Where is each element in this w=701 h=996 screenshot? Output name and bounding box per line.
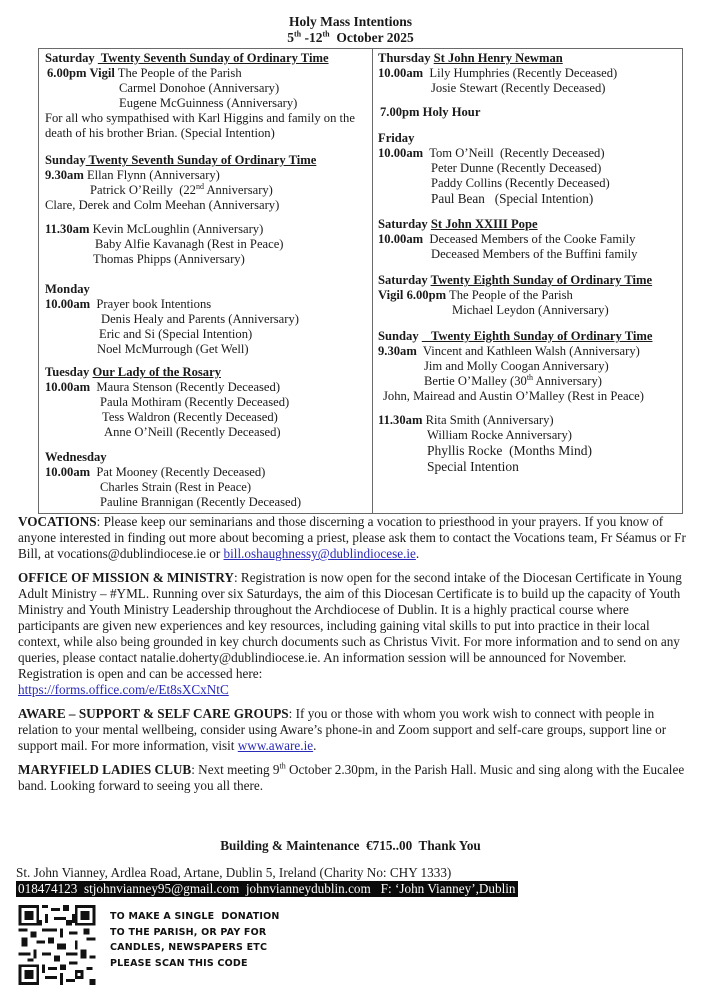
notice-vocations: VOCATIONS: Please keep our seminarians and those discerning a vocation to priesthood in your prayers. If you know of anyone interested in finding out more about becoming a priest, please ask them to contact the Vocations team, Fr Séamus or Fr Bill, at vocations@dublindiocese.ie or bill.oshaughnessy@dublindiocese.ie. [18,514,686,561]
sunday-28th-block: Sunday Twenty Eighth Sunday of Ordinary Time 9.30am Vincent and Kathleen Walsh (Anniversary) Jim and Molly Coogan Anniversary) Bertie O’Malley (30th Anniversary) John, Mairead and Austin O’Malley (Rest in Peace) 11.30am Rita Smith (Anniversary) William Rocke Anniversary) Phyllis Rocke (Months Mind) Special Intention [378,329,653,474]
aware-website-link[interactable]: www.aware.ie [237,738,314,753]
donation-qr-code-icon[interactable] [18,905,96,985]
friday-block: Friday 10.00am Tom O’Neill (Recently Deceased) Peter Dunne (Recently Deceased) Paddy Collins (Recently Deceased) Paul Bean (Special Intention) [378,131,610,206]
vocations-email-link[interactable]: bill.oshaughnessy@dublindiocese.ie [223,546,416,561]
monday-block: Monday 10.00am Prayer book Intentions Denis Healy and Parents (Anniversary) Eric and Si (Special Intention) Noel McMurrough (Get Well) [45,282,299,356]
left-column [39,49,373,513]
notice-mission-ministry: OFFICE OF MISSION & MINISTRY: Registration is now open for the second intake of the Diocesan Certificate in Young Adult Ministry – #YML. Running over six Saturdays, the aim of this Diocesan Certificate is to build up the capacity of Youth Ministry and Youth Ministry Leadership throughout the Archdiocese of Dublin. It is a highly practical course where participants are given new experiences and key resources, including gaining vital skills to put into practice in their local context, while also being grounded in key church documents such as Christus Vivit. For more information and to send on any queries, please contact natalie.doherty@dublindiocese.ie. An information session will be announced for November. Registration is open and can be accessed here: https://forms.office.com/e/Et8sXCxNtC [18,570,682,697]
notices [18,514,688,802]
right-column [373,49,682,513]
mass-intentions-table [38,48,683,514]
parish-contact-bar: 018474123 stjohnvianney95@gmail.com johnvianneydublin.com F: ‘John Vianney’,Dublin [18,881,516,896]
thursday-block: Thursday St John Henry Newman 10.00am Lily Humphries (Recently Deceased) Josie Stewart (Recently Deceased) 7.00pm Holy Hour [378,51,618,119]
qr-donation-instructions: TO MAKE A SINGLE DONATION TO THE PARISH, OR PAY FOR CANDLES, NEWSPAPERS ETC PLEASE SCAN THIS CODE [110,911,280,969]
page-header [0,14,701,46]
saturday-xxiii-block: Saturday St John XXIII Pope 10.00am Deceased Members of the Cooke Family Deceased Members of the Buffini family [378,217,638,261]
saturday-vigil-28th-block: Saturday Twenty Eighth Sunday of Ordinary Time Vigil 6.00pm The People of the Parish Michael Leydon (Anniversary) [378,273,653,317]
notice-aware: AWARE – SUPPORT & SELF CARE GROUPS: If you or those with whom you work wish to connect with people in relation to your mental wellbeing, consider using Aware’s phone-in and Zoom support and self-care groups, support line or support mail. For more information, visit www.aware.ie. [18,706,667,753]
sunday-27th-block: Sunday Twenty Seventh Sunday of Ordinary Time 9.30am Ellan Flynn (Anniversary) Patrick O’Reilly (22nd Anniversary) Clare, Derek and Colm Meehan (Anniversary) 11.30am Kevin McLoughlin (Anniversary) Baby Alfie Kavanagh (Rest in Peace) Thomas Phipps (Anniversary) [45,153,317,266]
registration-form-link[interactable]: https://forms.office.com/e/Et8sXCxNtC [18,682,229,697]
notice-maryfield: MARYFIELD LADIES CLUB: Next meeting 9th October 2.30pm, in the Parish Hall. Music and sing along with the Eucalee band. Looking forward to seeing you all there. [18,761,685,793]
parish-address: St. John Vianney, Ardlea Road, Artane, Dublin 5, Ireland (Charity No: CHY 1333) [16,865,452,880]
saturday-27th-block: Saturday Twenty Seventh Sunday of Ordinary Time 6.00pm Vigil The People of the Parish Carmel Donohoe (Anniversary) Eugene McGuinness (Anniversary) For all who sympathised with Karl Higgins and family on the death of his brother Brian. (Special Intention) [45,51,355,140]
wednesday-block: Wednesday 10.00am Pat Mooney (Recently Deceased) Charles Strain (Rest in Peace) Pauline Brannigan (Recently Deceased) [45,450,302,509]
page-title: Holy Mass Intentions [288,14,413,29]
tuesday-block: Tuesday Our Lady of the Rosary 10.00am Maura Stenson (Recently Deceased) Paula Mothiram (Recently Deceased) Tess Waldron (Recently Deceased) Anne O’Neill (Recently Deceased) [45,365,290,439]
date-range: 5th -12th October 2025 [287,29,414,45]
building-maintenance-thanks: Building & Maintenance €715..00 Thank You [220,838,481,853]
